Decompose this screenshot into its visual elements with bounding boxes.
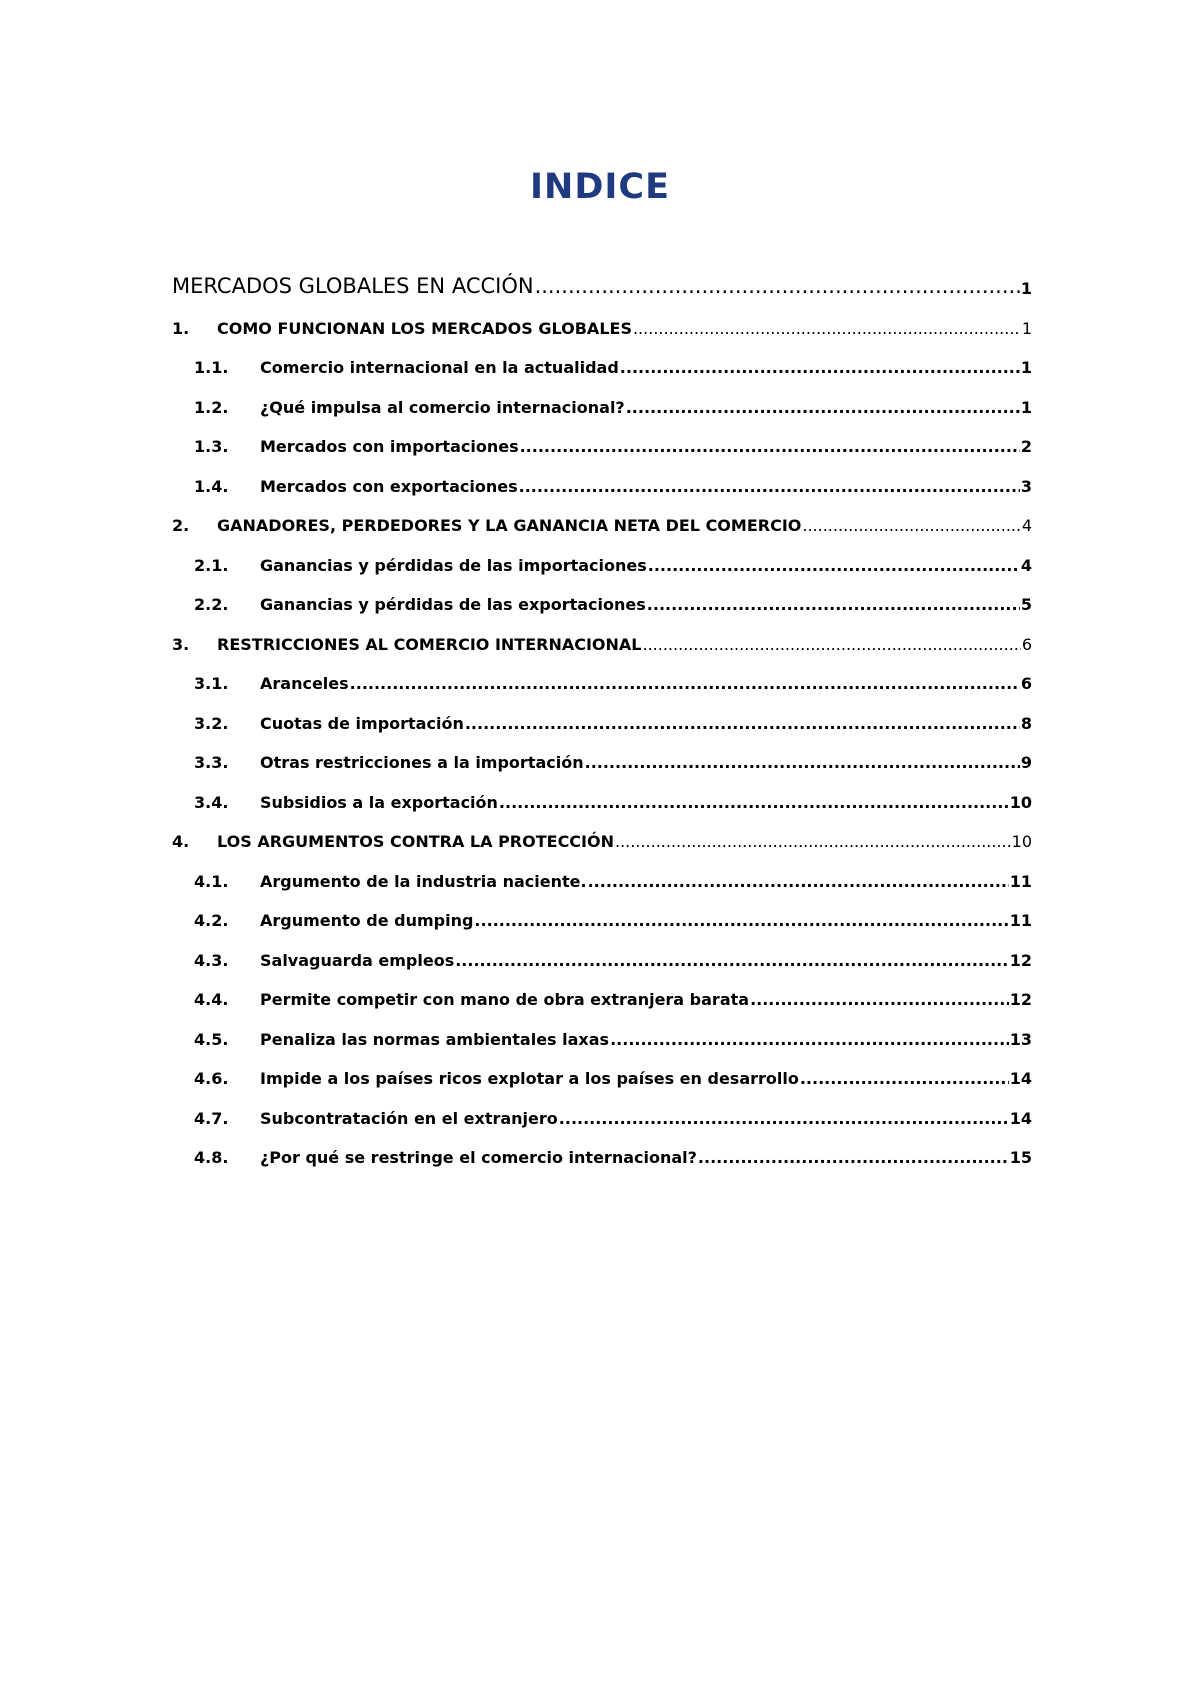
toc-entry-label: Cuotas de importación bbox=[260, 713, 464, 733]
toc-dot-leader bbox=[698, 1148, 1009, 1167]
toc-entry-page-number: 12 bbox=[1009, 950, 1032, 970]
toc-entry-page-number: 11 bbox=[1009, 871, 1032, 891]
toc-entry[interactable] bbox=[172, 535, 1032, 575]
toc-dot-leader bbox=[648, 555, 1020, 574]
toc-entry-page-number: 13 bbox=[1009, 1029, 1032, 1049]
toc-dot-leader bbox=[585, 753, 1020, 772]
toc-entry-page-number: 3 bbox=[1020, 476, 1032, 496]
toc-entry-label: Aranceles bbox=[260, 674, 349, 693]
toc-entry-page-number: 14 bbox=[1009, 1069, 1032, 1088]
toc-entry[interactable] bbox=[172, 298, 1032, 338]
toc-entry-label: ¿Por qué se restringe el comercio internacional? bbox=[260, 1148, 697, 1167]
toc-entry-label: Ganancias y pérdidas de las exportaciones bbox=[260, 595, 646, 614]
toc-entry-number: 4.5. bbox=[194, 1029, 229, 1049]
toc-dot-leader bbox=[626, 397, 1020, 416]
toc-entry-page-number: 4 bbox=[1020, 555, 1032, 575]
toc-dot-leader bbox=[559, 1108, 1009, 1127]
toc-entry-page-number: 6 bbox=[1021, 634, 1032, 654]
toc-entry-label: Subsidios a la exportación bbox=[260, 792, 498, 812]
toc-entry[interactable] bbox=[172, 496, 1032, 536]
toc-entry-page-number: 10 bbox=[1009, 792, 1032, 812]
toc-entry-number: 1.1. bbox=[194, 358, 229, 377]
toc-entry-label: Permite competir con mano de obra extranjera barata bbox=[260, 990, 750, 1009]
toc-entry-page-number: 1 bbox=[1020, 358, 1032, 377]
toc-entry[interactable] bbox=[172, 456, 1032, 496]
toc-entry-number: 1. bbox=[172, 318, 190, 338]
toc-entry-number: 1.3. bbox=[194, 437, 229, 456]
toc-dot-leader bbox=[499, 792, 1009, 811]
toc-entry[interactable] bbox=[172, 256, 1032, 298]
toc-entry-number: 3.2. bbox=[194, 713, 229, 733]
toc-entry[interactable] bbox=[172, 575, 1032, 615]
toc-entry-page-number: 9 bbox=[1020, 753, 1032, 772]
toc-entry-number: 3.3. bbox=[194, 753, 229, 772]
toc-entry-page-number: 14 bbox=[1009, 1108, 1032, 1128]
toc-dot-leader bbox=[465, 713, 1020, 732]
toc-entry-number: 2.1. bbox=[194, 555, 229, 575]
toc-entry-number: 4.1. bbox=[194, 871, 229, 891]
toc-entry-label: COMO FUNCIONAN LOS MERCADOS GLOBALES bbox=[217, 318, 632, 338]
toc-entry-page-number: 4 bbox=[1021, 516, 1032, 535]
toc-entry-label: Ganancias y pérdidas de las importaciones bbox=[260, 555, 647, 575]
toc-entry-number: 2. bbox=[172, 516, 190, 535]
toc-entry-label: Argumento de dumping bbox=[260, 911, 474, 930]
toc-entry[interactable] bbox=[172, 812, 1032, 852]
toc-dot-leader bbox=[615, 832, 1011, 851]
toc-dot-leader bbox=[750, 990, 1009, 1009]
toc-entry-label: RESTRICCIONES AL COMERCIO INTERNACIONAL bbox=[217, 634, 642, 654]
toc-entry-number: 4.6. bbox=[194, 1069, 229, 1088]
toc-dot-leader bbox=[519, 476, 1020, 495]
toc-entry-label: Penaliza las normas ambientales laxas bbox=[260, 1029, 610, 1049]
toc-entry[interactable] bbox=[172, 970, 1032, 1010]
toc-dot-leader bbox=[620, 358, 1020, 377]
toc-entry-number: 4.8. bbox=[194, 1148, 229, 1167]
toc-entry[interactable] bbox=[172, 1088, 1032, 1128]
toc-entry[interactable] bbox=[172, 851, 1032, 891]
toc-entry[interactable] bbox=[172, 733, 1032, 773]
toc-entry-label: Comercio internacional en la actualidad bbox=[260, 358, 619, 377]
toc-dot-leader bbox=[643, 634, 1021, 653]
toc-entry[interactable] bbox=[172, 891, 1032, 931]
toc-dot-leader bbox=[535, 273, 1020, 298]
toc-entry[interactable] bbox=[172, 1009, 1032, 1049]
toc-dot-leader bbox=[350, 674, 1020, 693]
toc-dot-leader bbox=[647, 595, 1020, 614]
toc-dot-leader bbox=[474, 911, 1008, 930]
toc-entry-page-number: 1 bbox=[1020, 397, 1032, 417]
toc-entry[interactable] bbox=[172, 930, 1032, 970]
toc-entry[interactable] bbox=[172, 693, 1032, 733]
toc-entry-number: 4.4. bbox=[194, 990, 229, 1009]
toc-entry[interactable] bbox=[172, 654, 1032, 694]
toc-entry-label: Mercados con exportaciones bbox=[260, 476, 518, 496]
toc-entry-number: 4. bbox=[172, 832, 190, 851]
toc-entry-page-number: 1 bbox=[1021, 318, 1032, 338]
toc-entry-number: 4.2. bbox=[194, 911, 229, 930]
toc-entry-label: Mercados con importaciones bbox=[260, 437, 519, 456]
toc-entry-number: 4.7. bbox=[194, 1108, 229, 1128]
toc-entry-page-number: 2 bbox=[1020, 437, 1032, 456]
toc-dot-leader bbox=[802, 516, 1020, 535]
toc-entry-number: 3.1. bbox=[194, 674, 229, 693]
table-of-contents bbox=[172, 256, 1032, 1167]
toc-entry-label: Subcontratación en el extranjero bbox=[260, 1108, 558, 1128]
toc-dot-leader bbox=[800, 1069, 1009, 1088]
toc-entry-page-number: 6 bbox=[1020, 674, 1032, 693]
toc-entry-label: Salvaguarda empleos bbox=[260, 950, 455, 970]
toc-entry-number: 4.3. bbox=[194, 950, 229, 970]
toc-entry-number: 1.2. bbox=[194, 397, 229, 417]
toc-entry-page-number: 8 bbox=[1020, 713, 1032, 733]
toc-entry-label: Impide a los países ricos explotar a los países en desarrollo bbox=[260, 1069, 799, 1088]
toc-entry-label: LOS ARGUMENTOS CONTRA LA PROTECCIÓN bbox=[217, 832, 614, 851]
toc-entry-page-number: 15 bbox=[1009, 1148, 1032, 1167]
page-title: INDICE bbox=[530, 167, 670, 207]
toc-entry[interactable] bbox=[172, 614, 1032, 654]
toc-entry-page-number: 12 bbox=[1009, 990, 1032, 1009]
toc-entry[interactable] bbox=[172, 338, 1032, 378]
toc-entry[interactable] bbox=[172, 1128, 1032, 1168]
toc-entry[interactable] bbox=[172, 1049, 1032, 1089]
toc-entry-label: Argumento de la industria naciente. bbox=[260, 871, 587, 891]
toc-entry-label: ¿Qué impulsa al comercio internacional? bbox=[260, 397, 625, 417]
toc-entry-label: GANADORES, PERDEDORES Y LA GANANCIA NETA DEL COMERCIO bbox=[217, 516, 802, 535]
toc-entry-label: MERCADOS GLOBALES EN ACCIÓN bbox=[172, 274, 534, 298]
toc-entry-number: 3.4. bbox=[194, 792, 229, 812]
toc-dot-leader bbox=[633, 318, 1021, 337]
toc-dot-leader bbox=[610, 1029, 1009, 1048]
toc-dot-leader bbox=[588, 871, 1009, 890]
toc-entry-label: Otras restricciones a la importación bbox=[260, 753, 584, 772]
toc-entry[interactable] bbox=[172, 417, 1032, 457]
toc-entry-page-number: 1 bbox=[1020, 279, 1032, 298]
toc-entry-page-number: 10 bbox=[1011, 832, 1032, 851]
toc-dot-leader bbox=[455, 950, 1009, 969]
toc-entry-number: 1.4. bbox=[194, 476, 229, 496]
toc-dot-leader bbox=[520, 437, 1020, 456]
toc-entry[interactable] bbox=[172, 772, 1032, 812]
toc-entry-page-number: 5 bbox=[1020, 595, 1032, 614]
toc-entry-page-number: 11 bbox=[1009, 911, 1032, 930]
toc-entry-number: 2.2. bbox=[194, 595, 229, 614]
toc-entry[interactable] bbox=[172, 377, 1032, 417]
toc-entry-number: 3. bbox=[172, 634, 190, 654]
